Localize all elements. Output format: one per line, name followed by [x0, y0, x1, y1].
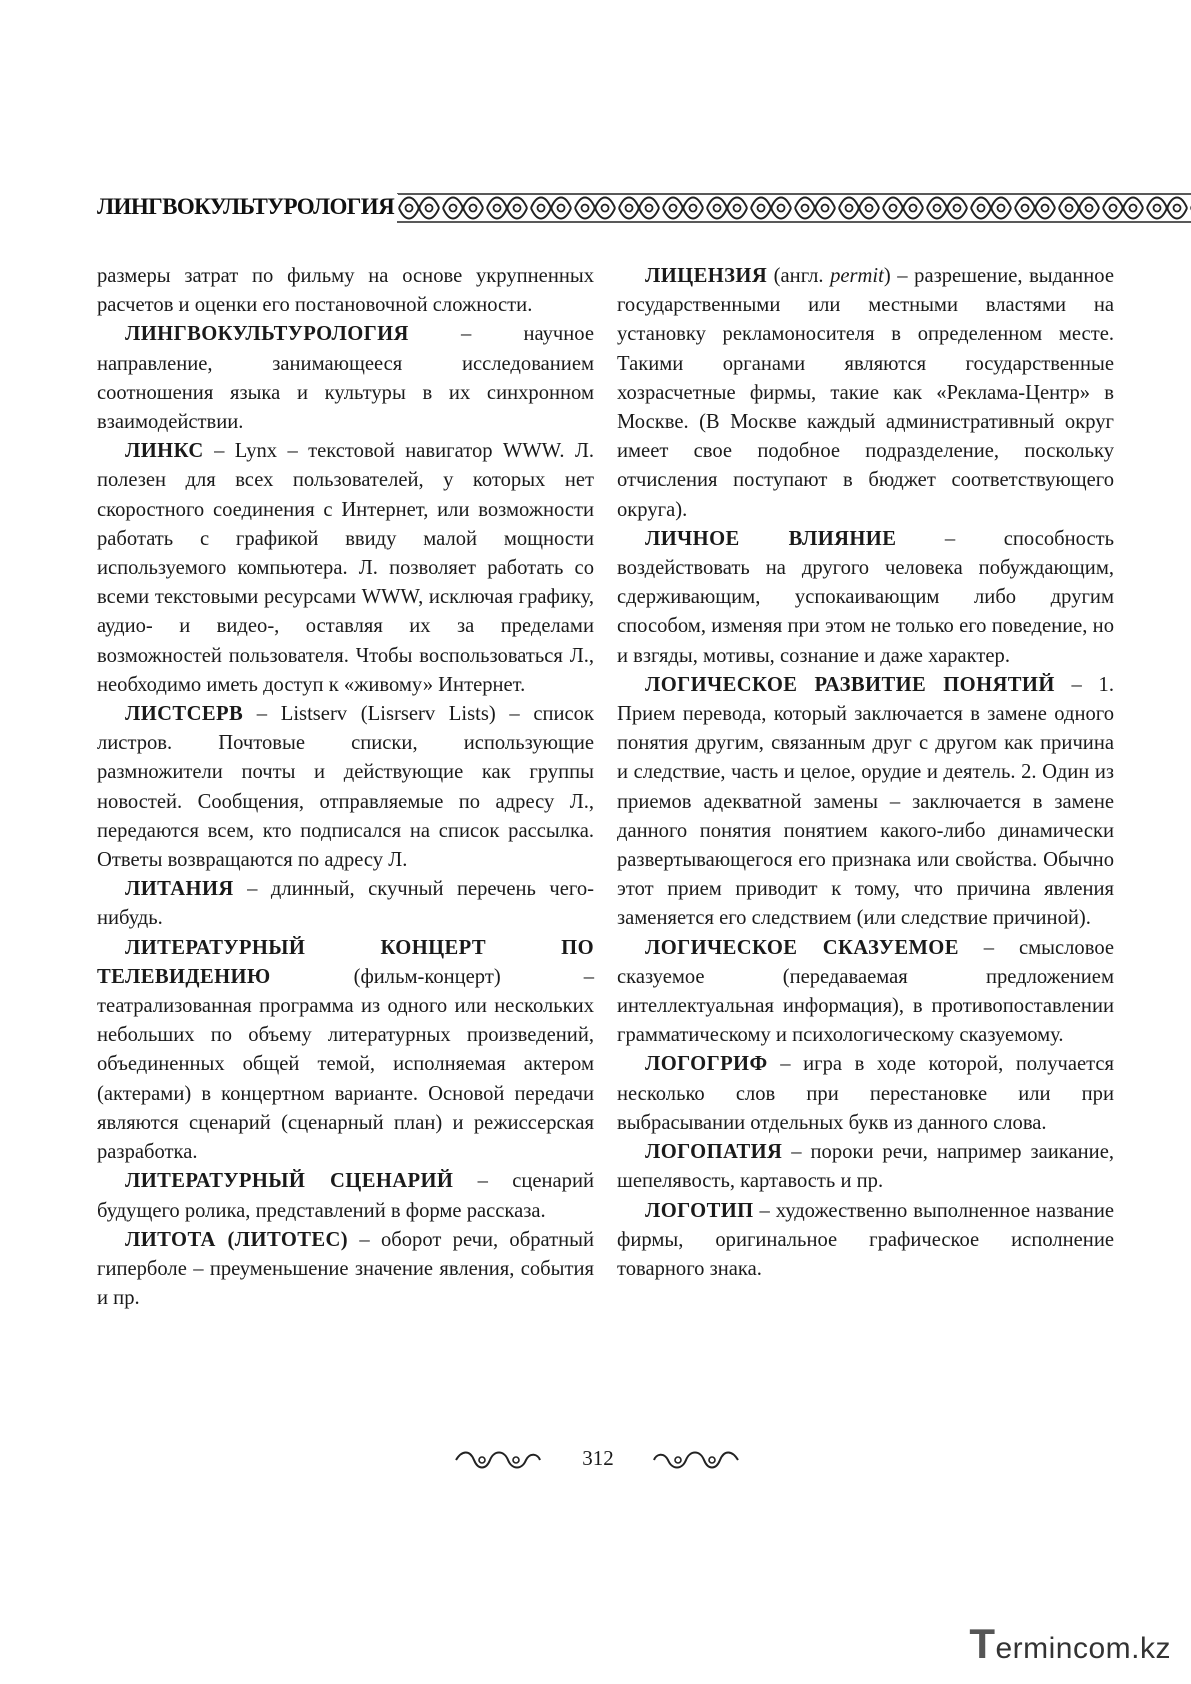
dictionary-entry: [617, 1050, 1114, 1138]
dictionary-entry: [617, 525, 1114, 671]
entry-definition: – игра в ходе которой, получается несколько слов при перестановке или при выбрасывании отдельных букв из данного слова.: [617, 1053, 1114, 1134]
watermark-mark: T: [969, 1620, 996, 1667]
left-column: [97, 262, 594, 1313]
entry-term: ЛИТЕРАТУРНЫЙ КОНЦЕРТ ПО ТЕЛЕВИДЕНИЮ: [97, 936, 594, 988]
entry-definition: – 1. Прием перевода, который заключается в замене одного понятия другим, связанным друг с другом как причина и следствие, часть и целое, орудие и деятель. 2. Один из приемов адекватной замены – заключается в замене данного понятия понятием какого-либо динамически развертывающегося его признака или свойства. Обычно этот прием приводит к тому, что причина явления заменяется его следствием (или следствие причиной).: [617, 673, 1114, 930]
watermark-logo: [969, 1620, 1171, 1670]
entry-term: ЛИЧНОЕ ВЛИЯНИЕ: [645, 527, 897, 550]
dictionary-entry: [97, 1226, 594, 1314]
entry-definition: – научное направление, занимающееся исследованием соотношения языка и культуры в их синхронном взаимодействии.: [97, 323, 594, 434]
dictionary-entry: [617, 671, 1114, 934]
entry-definition: – оборот речи, обратный гиперболе – преуменьшение значение явления, события и пр.: [97, 1228, 594, 1310]
entry-definition: – художественно выполненное название фирмы, оригинальное графическое исполнение товарного знака.: [617, 1199, 1114, 1280]
dictionary-entry: [97, 700, 594, 875]
entry-definition: – способность воздействовать на другого человека побуждающим, сдерживающим, успокаивающим либо другим способом, изменяя при этом не только его поведение, но и взгяды, мотивы, сознание и даже характер.: [617, 527, 1114, 667]
entry-term: ЛИНГВОКУЛЬТУРОЛОГИЯ: [125, 323, 409, 346]
entry-term: ЛОГОТИП: [645, 1199, 754, 1222]
entry-term: ЛОГИЧЕСКОЕ РАЗВИТИЕ ПОНЯТИЙ: [645, 673, 1055, 696]
dictionary-entry: [97, 1167, 594, 1225]
entry-definition: – Lynx – текстовой навигатор WWW. Л. полезен для всех пользователей, у которых нет скоростного соединения с Интернет, или возможности работать с графикой ввиду малой мощности используемого компьютера. Л. позволяет работать со всеми текстовыми ресурсами WWW, исключая графику, аудио- и видео-, оставляя их за пределами возможностей пользователя. Чтобы воспользоваться Л., необходимо иметь доступ к «живому» Интернет.: [97, 440, 594, 696]
entry-definition: – Listserv (Lisrserv Lists) – список листров. Почтовые списки, использующие размножители почты и действующие как группы новостей. Сообщения, отправляемые по адресу Л., передаются всем, кто подписался на список рассылка. Ответы возвращаются по адресу Л.: [97, 703, 594, 872]
entry-definition: – пороки речи, например заикание, шепелявость, картавость и пр.: [617, 1141, 1114, 1193]
right-column: [617, 262, 1114, 1284]
entry-term: ЛИТАНИЯ: [125, 878, 234, 901]
dictionary-entry: [97, 320, 594, 437]
entry-lang-note: (англ.: [767, 265, 831, 287]
entry-definition: – длинный, скучный перечень чего-нибудь.: [97, 878, 594, 930]
dictionary-entry: [97, 875, 594, 933]
right-ornament-icon: [650, 1445, 742, 1475]
entry-definition: (фильм-концерт) – театрализованная программа из одного или нескольких небольших по объему литературных произведений, объединенных общей темой, исполняемая актером (актерами) в концертном варианте. Основой передачи являются сценарий (сценарный план) и режиссерская разработка.: [97, 965, 594, 1164]
dictionary-entry: [617, 934, 1114, 1051]
entry-definition: ) – разрешение, выданное государственными или местными властями на установку рекламоносителя в определенном месте. Такими органами являются государственные хозрасчетные фирмы, такие как «Реклама-Центр» в Москве. (В Москве каждый административный округ имеет свое подобное подразделение, поскольку отчисления поступают в бюджет соответствующего округа).: [617, 265, 1114, 521]
left-ornament-icon: [452, 1445, 544, 1475]
entry-continuation: размеры затрат по фильму на основе укрупненных расчетов и оценки его постановочной сложности.: [97, 265, 594, 317]
page-footer: [0, 1441, 1191, 1481]
dictionary-entry: [97, 934, 594, 1168]
dictionary-entry: [617, 1138, 1114, 1196]
entry-definition: – смысловое сказуемое (передаваемая предложением интеллектуальная информация), в противопоставлении грамматическому и психологическому сказуемому.: [617, 936, 1115, 1047]
entry-term: ЛИНКС: [125, 440, 204, 463]
entry-term: ЛИТОТА (ЛИТОТЕС): [125, 1228, 349, 1251]
entry-term: ЛИТЕРАТУРНЫЙ СЦЕНАРИЙ: [125, 1170, 454, 1193]
entry-definition: – сценарий будущего ролика, представлений в форме рассказа.: [97, 1170, 594, 1222]
dictionary-entry: [617, 262, 1114, 525]
entry-foreign-word: permit: [830, 265, 884, 287]
dictionary-entry: [97, 437, 594, 700]
entry-term: ЛОГОПАТИЯ: [645, 1141, 783, 1164]
entry-term: ЛОГОГРИФ: [645, 1053, 768, 1076]
running-title: ЛИНГВОКУЛЬТУРОЛОГИЯ: [97, 194, 398, 220]
watermark-text: ermincom.kz: [995, 1632, 1171, 1665]
page-number: 312: [582, 1446, 614, 1470]
entry-term: ЛИСТСЕРВ: [125, 703, 244, 726]
dictionary-entry: [617, 1197, 1114, 1285]
ornament-band-icon: [397, 188, 1191, 228]
entry-term: ЛОГИЧЕСКОЕ СКАЗУЕМОЕ: [645, 936, 959, 959]
running-header: [97, 188, 1107, 228]
entry-term: ЛИЦЕНЗИЯ: [645, 265, 768, 287]
